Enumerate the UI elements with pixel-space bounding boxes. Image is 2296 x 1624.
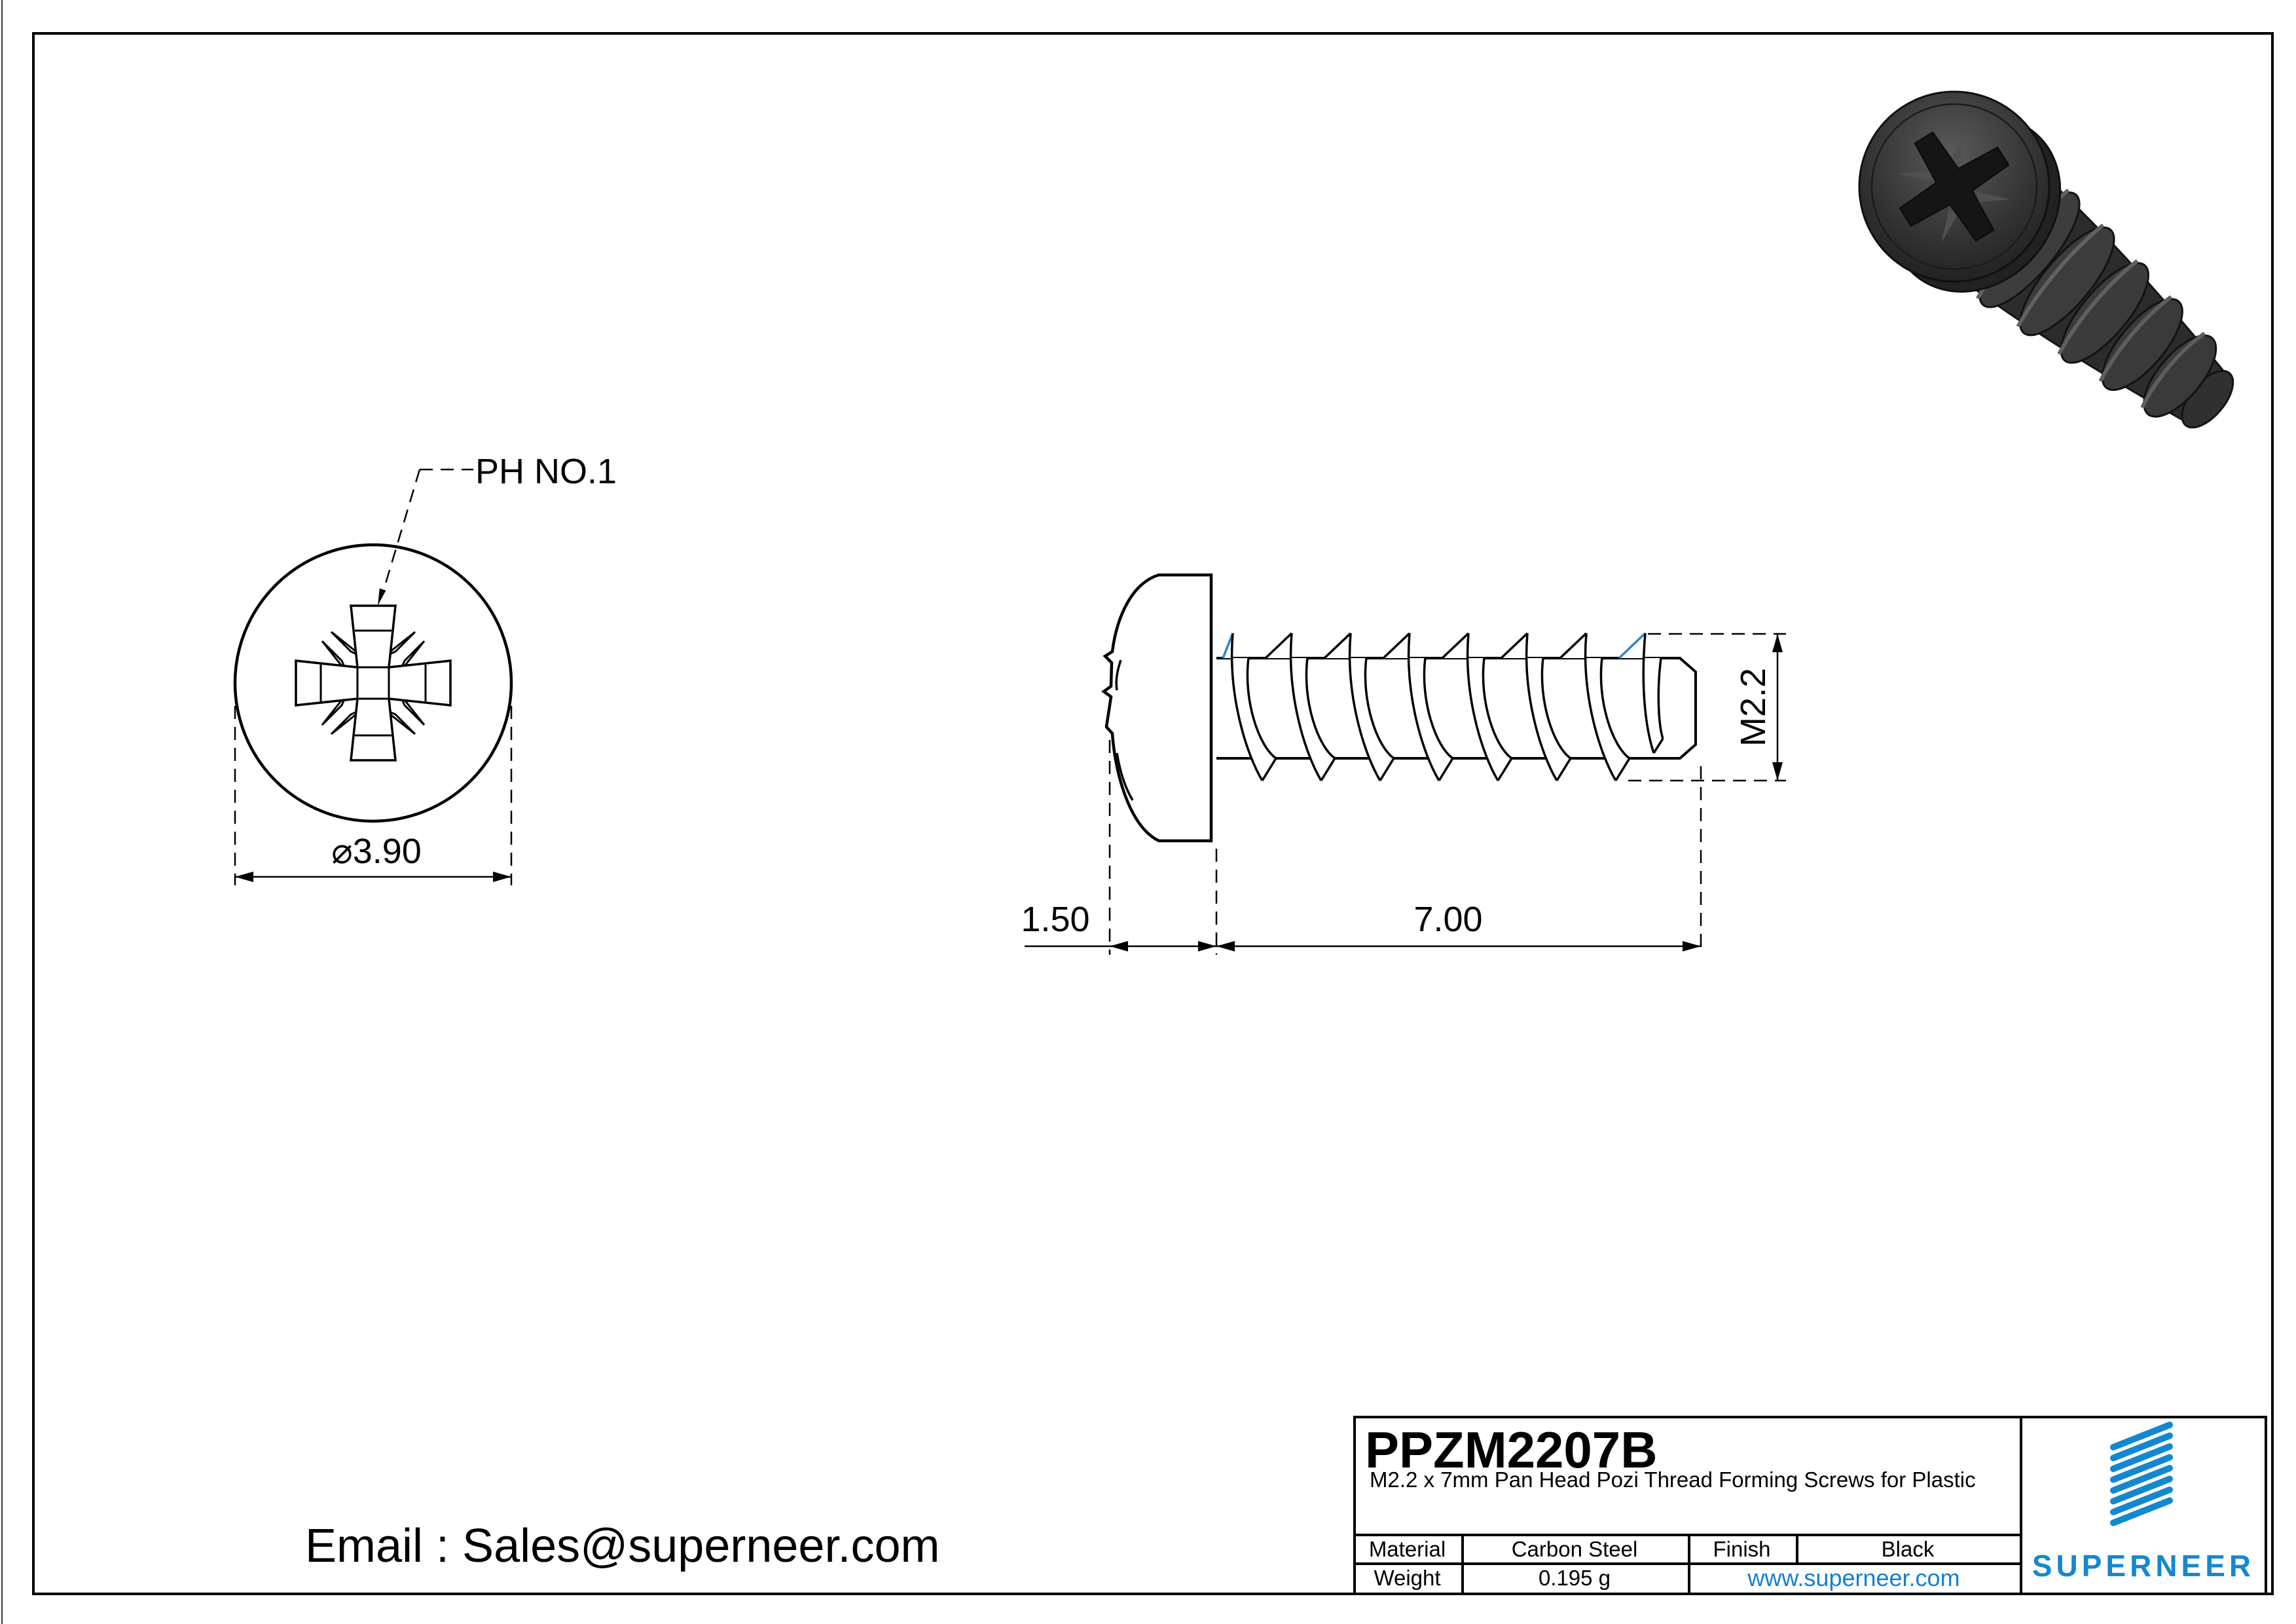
head-top-view <box>235 470 511 885</box>
head-diameter-label: ⌀3.90 <box>331 832 422 871</box>
material-value: Carbon Steel <box>1511 1537 1638 1561</box>
screw-side-view <box>1025 575 1786 955</box>
finish-value: Black <box>1881 1537 1935 1561</box>
website-link[interactable]: www.superneer.com <box>1747 1564 1960 1591</box>
material-label: Material <box>1368 1537 1446 1561</box>
weight-value: 0.195 g <box>1538 1566 1611 1590</box>
finish-label: Finish <box>1713 1537 1771 1561</box>
part-number: PPZM2207B <box>1365 1421 1658 1479</box>
screw-3d-render <box>1821 53 2282 483</box>
weight-label: Weight <box>1374 1566 1441 1590</box>
part-description: M2.2 x 7mm Pan Head Pozi Thread Forming Screws for Plastic <box>1370 1467 1976 1492</box>
thread-size-label: M2.2 <box>1734 667 1773 747</box>
brand-wordmark: SUPERNEER <box>2032 1549 2255 1583</box>
thread-length-label: 7.00 <box>1413 900 1483 939</box>
contact-email-text: Email : Sales@superneer.com <box>305 1520 940 1572</box>
ph-callout-label: PH NO.1 <box>475 452 617 491</box>
title-block-logo-divider <box>2020 1416 2022 1593</box>
head-side-outline <box>1104 575 1211 841</box>
head-height-label: 1.50 <box>1021 900 1090 939</box>
shank-outline <box>1216 658 1696 758</box>
